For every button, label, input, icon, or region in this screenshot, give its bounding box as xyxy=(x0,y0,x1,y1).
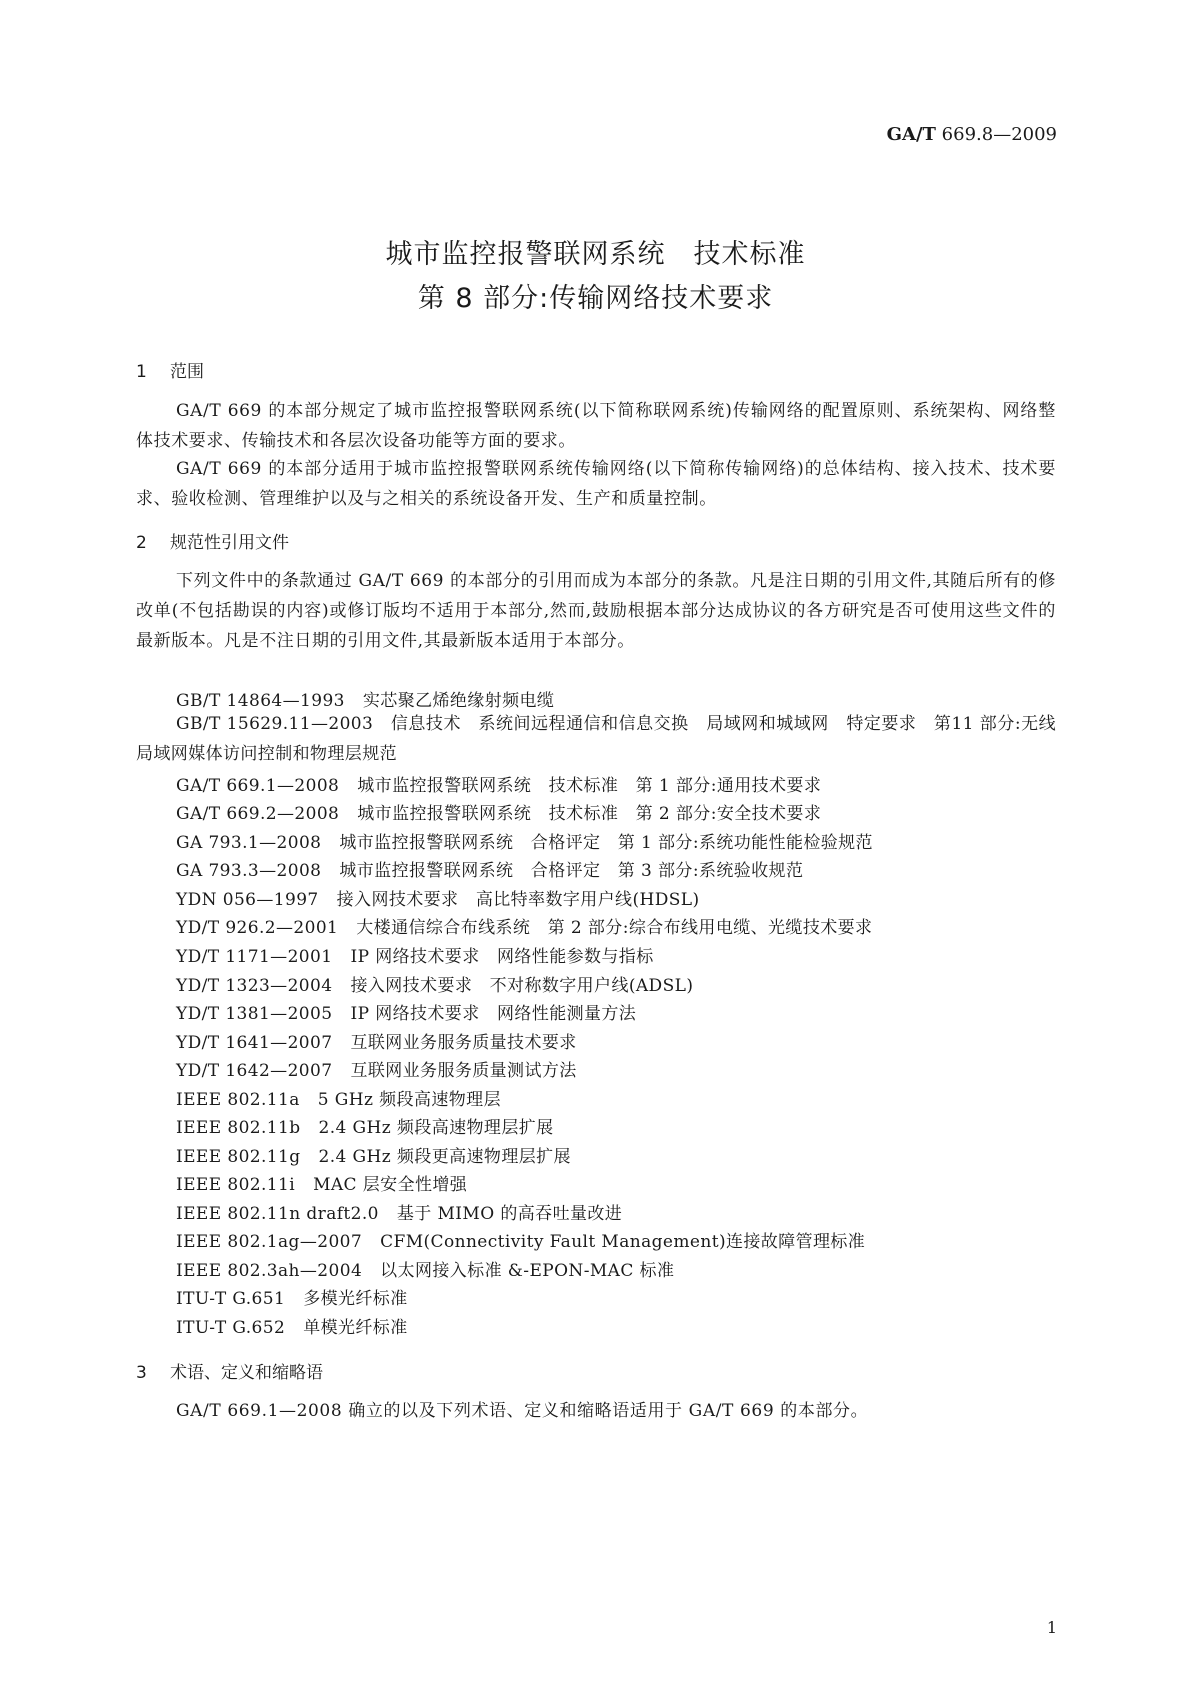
section-3-heading xyxy=(136,1358,323,1383)
reference-item xyxy=(176,1170,467,1195)
reference-item xyxy=(176,1028,577,1053)
section-3-paragraph-1: GA/T 669.1—2008 确立的以及下列术语、定义和缩略语适用于 GA/T 669 的本部分。 xyxy=(176,1401,869,1421)
section-title: 规范性引用文件 xyxy=(170,533,289,553)
reference-code: IEEE 802.11g xyxy=(176,1147,301,1167)
reference-code: YD/T 926.2—2001 xyxy=(176,918,339,938)
reference-title: 城市监控报警联网系统 技术标准 第 2 部分:安全技术要求 xyxy=(357,804,822,824)
reference-item xyxy=(176,1227,865,1252)
reference-item xyxy=(176,1199,622,1224)
document-code-number: 669.8—2009 xyxy=(935,124,1057,145)
section-title: 术语、定义和缩略语 xyxy=(170,1363,323,1383)
reference-code: ITU-T G.651 xyxy=(176,1289,286,1309)
reference-code: IEEE 802.11n draft2.0 xyxy=(176,1204,379,1224)
reference-title: 城市监控报警联网系统 合格评定 第 1 部分:系统功能性能检验规范 xyxy=(339,833,873,853)
reference-title: 接入网技术要求 高比特率数字用户线(HDSL) xyxy=(336,890,700,910)
reference-item xyxy=(176,971,693,996)
reference-title: 城市监控报警联网系统 技术标准 第 1 部分:通用技术要求 xyxy=(357,776,822,796)
reference-title: 信息技术 系统间远程通信和信息交换 局域网和城域网 特定要求 第11 部分:无线局域网媒体访问控制和物理层规范 xyxy=(136,714,1057,764)
reference-title: IP 网络技术要求 网络性能测量方法 xyxy=(350,1004,637,1024)
reference-code: IEEE 802.11a xyxy=(176,1090,300,1110)
reference-title: 2.4 GHz 频段更高速物理层扩展 xyxy=(318,1147,571,1167)
reference-title: 单模光纤标准 xyxy=(303,1318,408,1338)
reference-item xyxy=(176,999,636,1024)
reference-title: 实芯聚乙烯绝缘射频电缆 xyxy=(362,691,555,711)
reference-title: 接入网技术要求 不对称数字用户线(ADSL) xyxy=(350,976,694,996)
reference-code: YD/T 1381—2005 xyxy=(176,1004,333,1024)
reference-title: 互联网业务服务质量技术要求 xyxy=(350,1033,577,1053)
reference-item xyxy=(176,1056,577,1081)
section-2-paragraph-1: 下列文件中的条款通过 GA/T 669 的本部分的引用而成为本部分的条款。凡是注日期的引用文件,其随后所有的修改单(不包括勘误的内容)或修订版均不适用于本部分,然而,鼓励根据本部分达成协议的各方研究是否可使用这些文件的最新版本。凡是不注日期的引用文件,其最新版本适用于本部分。 xyxy=(136,571,1056,651)
reference-code: YDN 056—1997 xyxy=(176,890,319,910)
reference-item xyxy=(176,1085,501,1110)
section-title: 范围 xyxy=(170,362,204,382)
document-code xyxy=(887,124,1057,145)
reference-item xyxy=(176,1256,674,1281)
reference-title: 2.4 GHz 频段高速物理层扩展 xyxy=(318,1118,554,1138)
reference-title: 大楼通信综合布线系统 第 2 部分:综合布线用电缆、光缆技术要求 xyxy=(356,918,873,938)
reference-code: ITU-T G.652 xyxy=(176,1318,286,1338)
reference-code: GB/T 15629.11—2003 xyxy=(176,714,374,734)
reference-item xyxy=(176,828,873,853)
reference-code: GA/T 669.1—2008 xyxy=(176,776,340,796)
reference-title: 城市监控报警联网系统 合格评定 第 3 部分:系统验收规范 xyxy=(339,861,804,881)
reference-title: 以太网接入标准 &-EPON-MAC 标准 xyxy=(380,1261,675,1281)
reference-item xyxy=(176,942,654,967)
section-number: 1 xyxy=(136,362,147,382)
reference-title: 基于 MIMO 的高吞吐量改进 xyxy=(396,1204,623,1224)
reference-title: CFM(Connectivity Fault Management)连接故障管理标准 xyxy=(380,1232,866,1252)
reference-item xyxy=(176,799,821,824)
reference-code: GA 793.1—2008 xyxy=(176,833,322,853)
section-number: 3 xyxy=(136,1363,147,1383)
reference-title: 互联网业务服务质量测试方法 xyxy=(350,1061,577,1081)
reference-item xyxy=(176,1313,408,1338)
reference-code: IEEE 802.3ah—2004 xyxy=(176,1261,363,1281)
reference-item xyxy=(176,771,821,796)
reference-title: 5 GHz 频段高速物理层 xyxy=(317,1090,501,1110)
reference-code: GB/T 14864—1993 xyxy=(176,691,345,711)
document-code-prefix: GA/T xyxy=(886,124,936,145)
reference-code: IEEE 802.11i xyxy=(176,1175,296,1195)
reference-title: IP 网络技术要求 网络性能参数与指标 xyxy=(350,947,654,967)
section-1-heading xyxy=(136,357,204,382)
section-1-paragraph-1: GA/T 669 的本部分规定了城市监控报警联网系统(以下简称联网系统)传输网络的配置原则、系统架构、网络整体技术要求、传输技术和各层次设备功能等方面的要求。 xyxy=(136,401,1056,451)
reference-item xyxy=(176,1113,554,1138)
reference-code: YD/T 1171—2001 xyxy=(176,947,333,967)
reference-item xyxy=(136,709,1056,769)
reference-code: IEEE 802.1ag—2007 xyxy=(176,1232,363,1252)
reference-code: IEEE 802.11b xyxy=(176,1118,301,1138)
section-number: 2 xyxy=(136,533,147,553)
section-1-paragraph-2: GA/T 669 的本部分适用于城市监控报警联网系统传输网络(以下简称传输网络)的总体结构、接入技术、技术要求、验收检测、管理维护以及与之相关的系统设备开发、生产和质量控制。 xyxy=(136,459,1056,509)
reference-code: YD/T 1641—2007 xyxy=(176,1033,333,1053)
section-2-heading xyxy=(136,528,289,553)
document-title-line2: 第 8 部分:传输网络技术要求 xyxy=(417,283,774,314)
document-title-line1: 城市监控报警联网系统 技术标准 xyxy=(385,239,806,270)
reference-item xyxy=(176,1142,571,1167)
reference-title: MAC 层安全性增强 xyxy=(313,1175,468,1195)
reference-item xyxy=(176,856,803,881)
reference-item xyxy=(176,885,700,910)
reference-item xyxy=(176,913,872,938)
reference-code: YD/T 1642—2007 xyxy=(176,1061,333,1081)
reference-code: GA 793.3—2008 xyxy=(176,861,322,881)
reference-item xyxy=(176,686,554,711)
reference-item xyxy=(176,1284,408,1309)
reference-code: YD/T 1323—2004 xyxy=(176,976,333,996)
page-number: 1 xyxy=(1046,1618,1057,1637)
reference-code: GA/T 669.2—2008 xyxy=(176,804,340,824)
reference-title: 多模光纤标准 xyxy=(303,1289,408,1309)
